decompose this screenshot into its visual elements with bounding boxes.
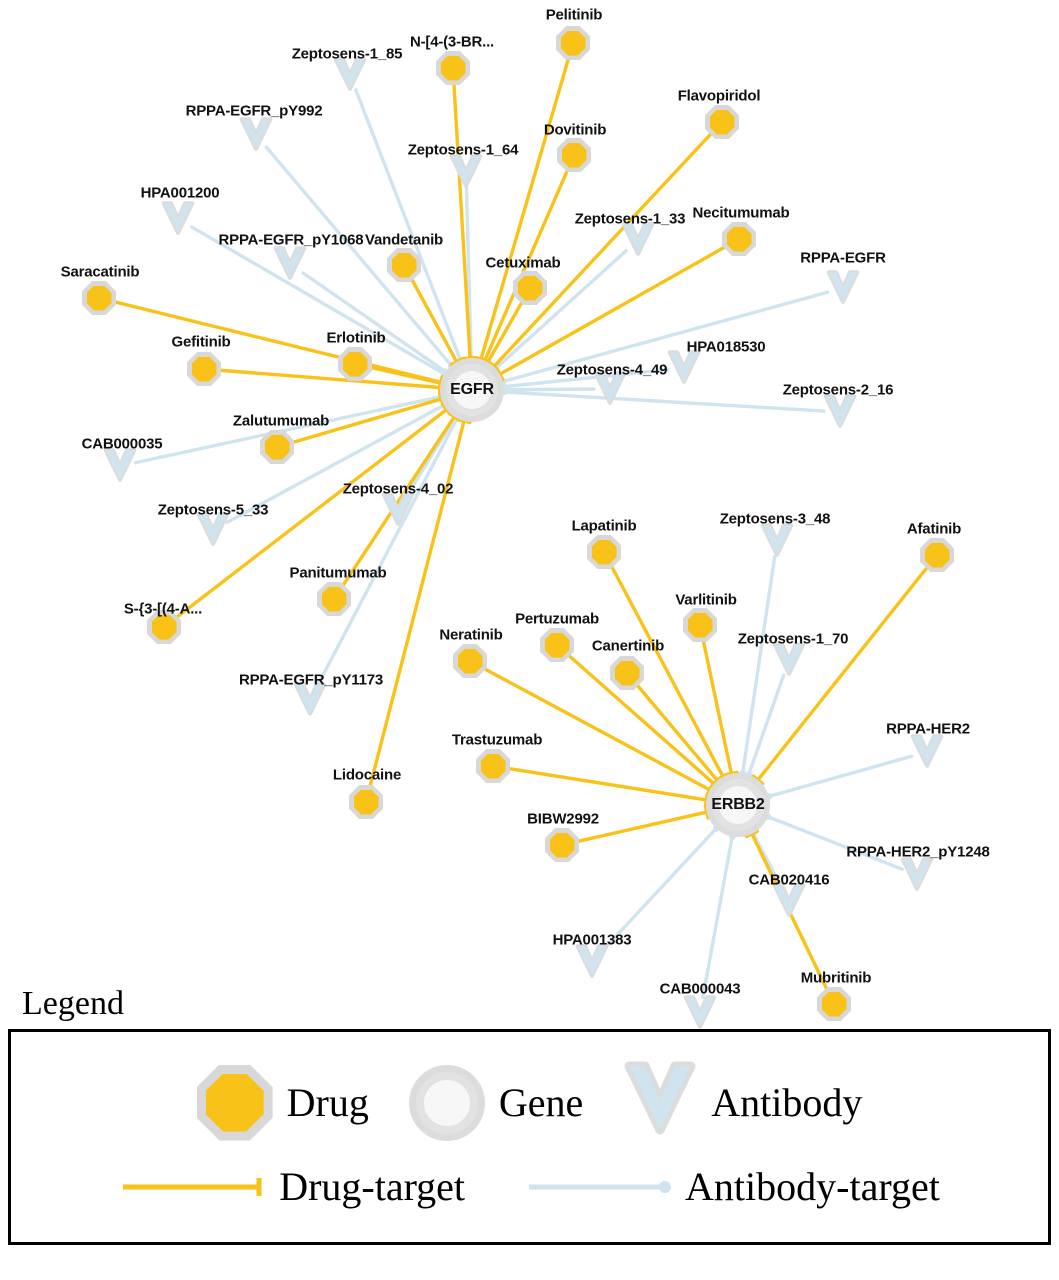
antibody-label: HPA018530: [686, 338, 766, 356]
legend-title: Legend: [22, 985, 124, 1022]
drug-node[interactable]: [683, 608, 717, 642]
drug-label: Necitumumab: [692, 204, 790, 222]
drug-node[interactable]: [476, 749, 510, 783]
drug-label: Pertuzumab: [515, 610, 599, 628]
drug-label: S-{3-[(4-A...: [123, 600, 203, 618]
drug-node[interactable]: [338, 347, 372, 381]
drug-node[interactable]: [540, 628, 574, 662]
antibody-label: CAB020416: [748, 871, 830, 889]
antibody-node[interactable]: [900, 856, 934, 894]
drug-label: Flavopiridol: [677, 87, 761, 105]
antibody-label: RPPA-HER2_pY1248: [846, 843, 990, 861]
antibody-node[interactable]: [823, 393, 857, 431]
drug-label: Varlitinib: [675, 591, 737, 609]
gene-label-erbb2: ERBB2: [711, 796, 765, 813]
drug-label: N-[4-(3-BR...: [409, 33, 495, 51]
drug-octagon-icon: [187, 352, 221, 386]
drug-octagon-icon: [82, 281, 116, 315]
antibody-label: Zeptosens-4_02: [342, 480, 454, 498]
antibody-node[interactable]: [575, 943, 609, 981]
drug-label: Saracatinib: [60, 263, 140, 281]
antibody-node[interactable]: [239, 116, 273, 154]
antibody-chevron-icon: [449, 153, 483, 191]
antibody-chevron-icon: [623, 1060, 697, 1145]
drug-label: Pelitinib: [545, 6, 603, 24]
legend-label-drug-target: Drug-target: [279, 1164, 466, 1209]
drug-node[interactable]: [260, 430, 294, 464]
antibody-node[interactable]: [449, 153, 483, 191]
antibody-label: HPA001200: [140, 184, 220, 202]
antibody-chevron-icon: [239, 116, 273, 154]
antibody-node[interactable]: [760, 522, 794, 560]
drug-octagon-icon: [317, 582, 351, 616]
drug-node[interactable]: [82, 281, 116, 315]
antibody-label: RPPA-EGFR_pY1173: [238, 671, 384, 689]
drug-octagon-icon: [540, 628, 574, 662]
drug-node[interactable]: [545, 828, 579, 862]
antibody-label: Zeptosens-1_64: [407, 141, 519, 159]
antibody-node[interactable]: [273, 245, 307, 283]
drug-label: Vandetanib: [364, 231, 444, 249]
drug-label: Zalutumumab: [232, 412, 330, 430]
drug-octagon-icon: [587, 535, 621, 569]
drug-octagon-icon: [349, 785, 383, 819]
antibody-label: RPPA-EGFR_pY992: [185, 102, 323, 120]
antibody-label: CAB000035: [81, 435, 163, 453]
drug-label: Dovitinib: [543, 121, 607, 139]
drug-octagon-icon: [453, 644, 487, 678]
drug-target-edge-icon: [119, 1175, 269, 1199]
legend-item-drug: [197, 1065, 369, 1141]
antibody-label: Zeptosens-1_33: [574, 210, 686, 228]
drug-octagon-icon: [197, 1065, 273, 1141]
drug-label: Mubritinib: [800, 969, 872, 987]
drug-node[interactable]: [187, 352, 221, 386]
drug-node[interactable]: [436, 51, 470, 85]
antibody-node[interactable]: [826, 269, 860, 307]
drug-node[interactable]: [610, 656, 644, 690]
antibody-label: Zeptosens-4_49: [556, 361, 668, 379]
antibody-label: Zeptosens-3_48: [719, 510, 831, 528]
drug-node[interactable]: [317, 582, 351, 616]
legend-label-drug: Drug: [286, 1080, 369, 1125]
antibody-node[interactable]: [103, 447, 137, 485]
drug-node[interactable]: [556, 26, 590, 60]
drug-label: Trastuzumab: [451, 731, 543, 749]
antibody-chevron-icon: [900, 856, 934, 894]
antibody-chevron-icon: [910, 733, 944, 771]
antibody-label: Zeptosens-2_16: [782, 381, 894, 399]
antibody-chevron-icon: [575, 943, 609, 981]
legend-label-antibody: Antibody: [711, 1080, 863, 1125]
gene-circle-icon: [409, 1065, 485, 1141]
drug-label: Gefitinib: [171, 333, 231, 351]
drug-octagon-icon: [260, 430, 294, 464]
antibody-chevron-icon: [161, 200, 195, 238]
legend-item-drug-target-edge: [119, 1163, 465, 1210]
drug-octagon-icon: [920, 538, 954, 572]
drug-label: BIBW2992: [527, 810, 599, 828]
drug-octagon-icon: [556, 26, 590, 60]
drug-node[interactable]: [722, 222, 756, 256]
drug-node[interactable]: [557, 138, 591, 172]
antibody-label: Zeptosens-1_70: [737, 630, 849, 648]
legend-label-antibody-target: Antibody-target: [685, 1164, 940, 1209]
antibody-chevron-icon: [823, 393, 857, 431]
legend-item-antibody-target-edge: [525, 1163, 940, 1210]
legend: [0, 985, 1059, 1245]
antibody-chevron-icon: [103, 447, 137, 485]
drug-label: Afatinib: [906, 520, 962, 538]
antibody-label: Zeptosens-5_33: [157, 501, 269, 519]
drug-node[interactable]: [587, 535, 621, 569]
antibody-label: Zeptosens-1_85: [291, 45, 403, 63]
antibody-node[interactable]: [910, 733, 944, 771]
drug-label: Cetuximab: [485, 254, 561, 272]
drug-octagon-icon: [513, 271, 547, 305]
antibody-label: RPPA-HER2: [886, 720, 970, 738]
drug-node[interactable]: [920, 538, 954, 572]
antibody-chevron-icon: [273, 245, 307, 283]
drug-octagon-icon: [436, 51, 470, 85]
legend-box: [8, 1029, 1051, 1245]
antibody-label: RPPA-EGFR_pY1068: [218, 231, 364, 249]
drug-label: Panitumumab: [289, 564, 387, 582]
antibody-label: HPA001383: [552, 931, 632, 949]
drug-node[interactable]: [349, 785, 383, 819]
drug-octagon-icon: [722, 222, 756, 256]
drug-octagon-icon: [387, 248, 421, 282]
drug-label: Canertinib: [591, 637, 665, 655]
drug-octagon-icon: [338, 347, 372, 381]
legend-item-antibody: [623, 1060, 862, 1145]
antibody-node[interactable]: [161, 200, 195, 238]
drug-node[interactable]: [705, 105, 739, 139]
antibody-label: CAB000043: [659, 980, 741, 998]
drug-octagon-icon: [610, 656, 644, 690]
drug-octagon-icon: [557, 138, 591, 172]
drug-octagon-icon: [545, 828, 579, 862]
drug-label: Erlotinib: [326, 329, 386, 347]
drug-octagon-icon: [683, 608, 717, 642]
drug-node[interactable]: [387, 248, 421, 282]
antibody-label: RPPA-EGFR: [800, 249, 886, 267]
drug-octagon-icon: [705, 105, 739, 139]
antibody-target-edge-icon: [525, 1175, 675, 1199]
drug-octagon-icon: [476, 749, 510, 783]
gene-label-egfr: EGFR: [450, 381, 494, 398]
legend-item-gene: [409, 1065, 583, 1141]
legend-label-gene: Gene: [498, 1080, 584, 1125]
antibody-chevron-icon: [826, 269, 860, 307]
antibody-chevron-icon: [760, 522, 794, 560]
drug-label: Lidocaine: [332, 766, 402, 784]
drug-label: Lapatinib: [571, 517, 637, 535]
drug-node[interactable]: [513, 271, 547, 305]
drug-label: Neratinib: [439, 626, 503, 644]
drug-node[interactable]: [453, 644, 487, 678]
